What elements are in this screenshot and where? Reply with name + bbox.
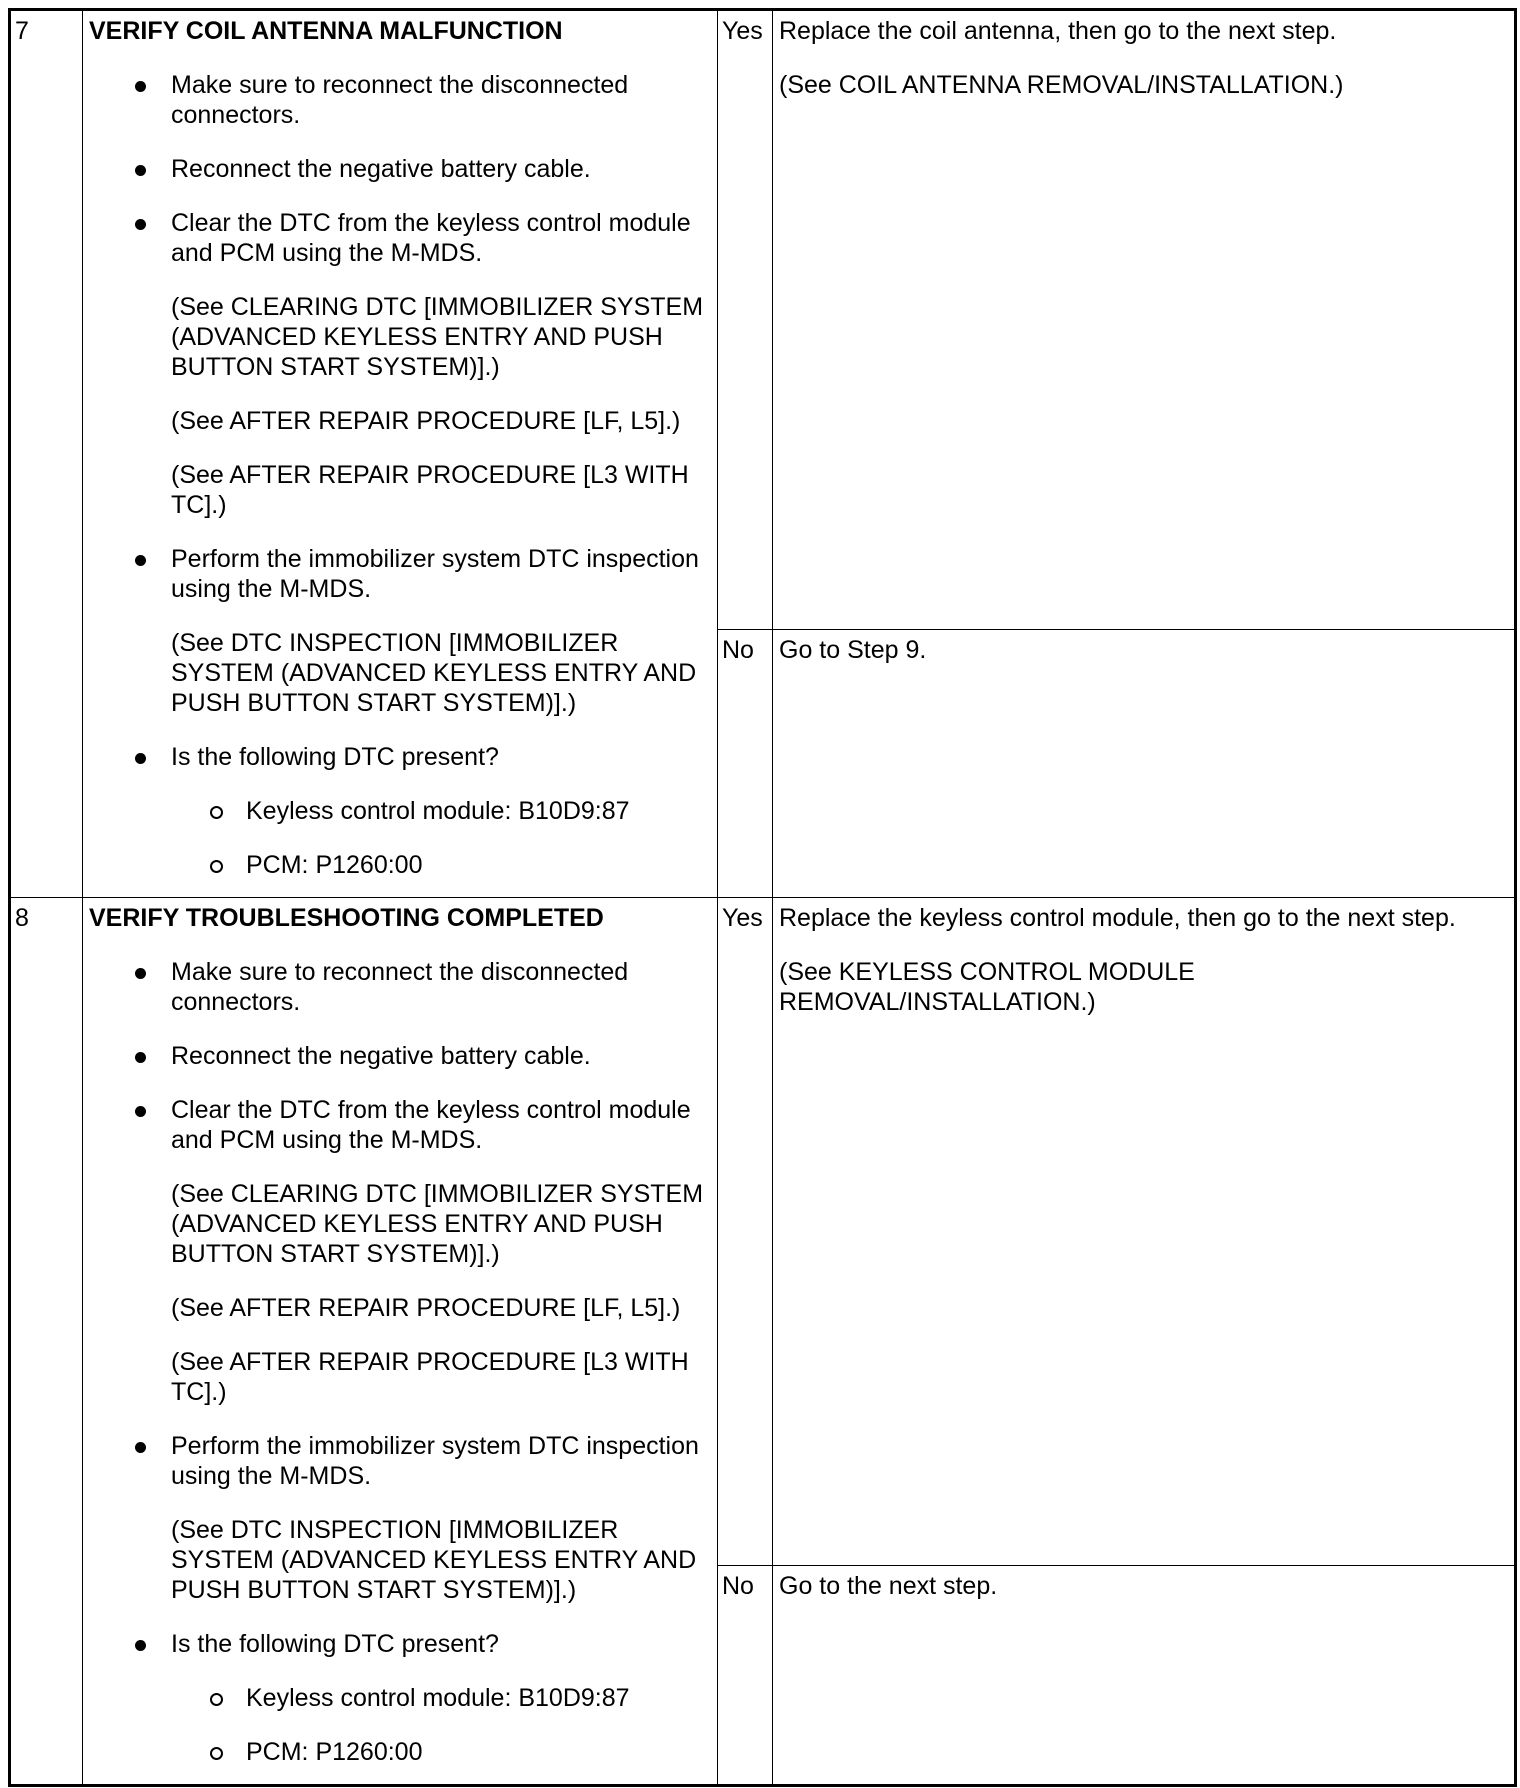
answer-no-label: No — [718, 630, 773, 898]
bullet-item — [89, 70, 707, 130]
reference-clearing-dtc[interactable]: (See CLEARING DTC [IMMOBILIZER SYSTEM (ADVANCED KEYLESS ENTRY AND PUSH BUTTON START SYSTEM)].) — [171, 293, 704, 381]
circle-bullet-icon — [210, 1747, 223, 1760]
step-title: VERIFY TROUBLESHOOTING COMPLETED — [89, 904, 604, 932]
step-number: 7 — [10, 10, 83, 898]
circle-bullet-icon — [210, 860, 223, 873]
no-action-text: Go to Step 9. — [779, 636, 927, 664]
sub-bullet-text: Keyless control module: B10D9:87 — [246, 797, 630, 825]
bullet-item — [89, 957, 707, 1017]
bullet-text: Make sure to reconnect the disconnected connectors. — [171, 958, 629, 1016]
bullet-icon — [135, 81, 146, 92]
reference-after-repair-lf[interactable]: (See AFTER REPAIR PROCEDURE [LF, L5].) — [171, 1294, 681, 1322]
step-title: VERIFY COIL ANTENNA MALFUNCTION — [89, 17, 563, 45]
reference-coil-antenna[interactable]: (See COIL ANTENNA REMOVAL/INSTALLATION.) — [779, 71, 1344, 99]
step-description — [83, 10, 718, 898]
bullet-item — [89, 1431, 707, 1491]
bullet-text: Clear the DTC from the keyless control module and PCM using the M-MDS. — [171, 1096, 691, 1154]
bullet-item — [89, 1629, 707, 1659]
troubleshooting-table — [8, 8, 1517, 1787]
bullet-icon — [135, 968, 146, 979]
bullet-text: Is the following DTC present? — [171, 1630, 499, 1658]
step-8-yes-row — [10, 898, 1516, 1566]
reference-dtc-inspection[interactable]: (See DTC INSPECTION [IMMOBILIZER SYSTEM (ADVANCED KEYLESS ENTRY AND PUSH BUTTON START SYSTEM)].) — [171, 629, 697, 717]
circle-bullet-icon — [210, 806, 223, 819]
yes-action-text: Replace the coil antenna, then go to the next step. — [779, 17, 1337, 45]
step-number: 8 — [10, 898, 83, 1786]
bullet-item — [89, 1095, 707, 1155]
step-description — [83, 898, 718, 1786]
sub-bullet-text: PCM: P1260:00 — [246, 851, 423, 879]
reference-after-repair-lf[interactable]: (See AFTER REPAIR PROCEDURE [LF, L5].) — [171, 407, 681, 435]
bullet-text: Make sure to reconnect the disconnected connectors. — [171, 71, 629, 129]
bullet-item — [89, 742, 707, 772]
reference-clearing-dtc[interactable]: (See CLEARING DTC [IMMOBILIZER SYSTEM (ADVANCED KEYLESS ENTRY AND PUSH BUTTON START SYSTEM)].) — [171, 1180, 704, 1268]
reference-after-repair-l3[interactable]: (See AFTER REPAIR PROCEDURE [L3 WITH TC].) — [171, 1348, 689, 1406]
bullet-item — [89, 1041, 707, 1071]
bullet-icon — [135, 1442, 146, 1453]
answer-no-label: No — [718, 1566, 773, 1786]
circle-bullet-icon — [210, 1693, 223, 1706]
sub-bullet-item — [89, 1683, 707, 1713]
bullet-icon — [135, 1106, 146, 1117]
bullet-icon — [135, 555, 146, 566]
sub-bullet-item — [89, 850, 707, 880]
bullet-text: Reconnect the negative battery cable. — [171, 1042, 591, 1070]
bullet-icon — [135, 753, 146, 764]
no-action-cell — [773, 1566, 1516, 1786]
bullet-item — [89, 544, 707, 604]
step-7-yes-row — [10, 10, 1516, 630]
reference-keyless-control-module[interactable]: (See KEYLESS CONTROL MODULE REMOVAL/INSTALLATION.) — [779, 958, 1195, 1016]
no-action-cell — [773, 630, 1516, 898]
bullet-item — [89, 208, 707, 268]
bullet-text: Perform the immobilizer system DTC inspection using the M-MDS. — [171, 545, 699, 603]
yes-action-cell — [773, 10, 1516, 630]
answer-yes-label: Yes — [718, 10, 773, 630]
sub-bullet-text: PCM: P1260:00 — [246, 1738, 423, 1766]
bullet-icon — [135, 219, 146, 230]
reference-dtc-inspection[interactable]: (See DTC INSPECTION [IMMOBILIZER SYSTEM (ADVANCED KEYLESS ENTRY AND PUSH BUTTON START SYSTEM)].) — [171, 1516, 697, 1604]
reference-after-repair-l3[interactable]: (See AFTER REPAIR PROCEDURE [L3 WITH TC].) — [171, 461, 689, 519]
bullet-text: Is the following DTC present? — [171, 743, 499, 771]
bullet-icon — [135, 165, 146, 176]
sub-bullet-item — [89, 796, 707, 826]
answer-yes-label: Yes — [718, 898, 773, 1566]
yes-action-cell — [773, 898, 1516, 1566]
bullet-text: Reconnect the negative battery cable. — [171, 155, 591, 183]
bullet-item — [89, 154, 707, 184]
bullet-icon — [135, 1640, 146, 1651]
sub-bullet-text: Keyless control module: B10D9:87 — [246, 1684, 630, 1712]
no-action-text: Go to the next step. — [779, 1572, 998, 1600]
sub-bullet-item — [89, 1737, 707, 1767]
bullet-text: Clear the DTC from the keyless control module and PCM using the M-MDS. — [171, 209, 691, 267]
bullet-text: Perform the immobilizer system DTC inspection using the M-MDS. — [171, 1432, 699, 1490]
bullet-icon — [135, 1052, 146, 1063]
yes-action-text: Replace the keyless control module, then go to the next step. — [779, 904, 1456, 932]
